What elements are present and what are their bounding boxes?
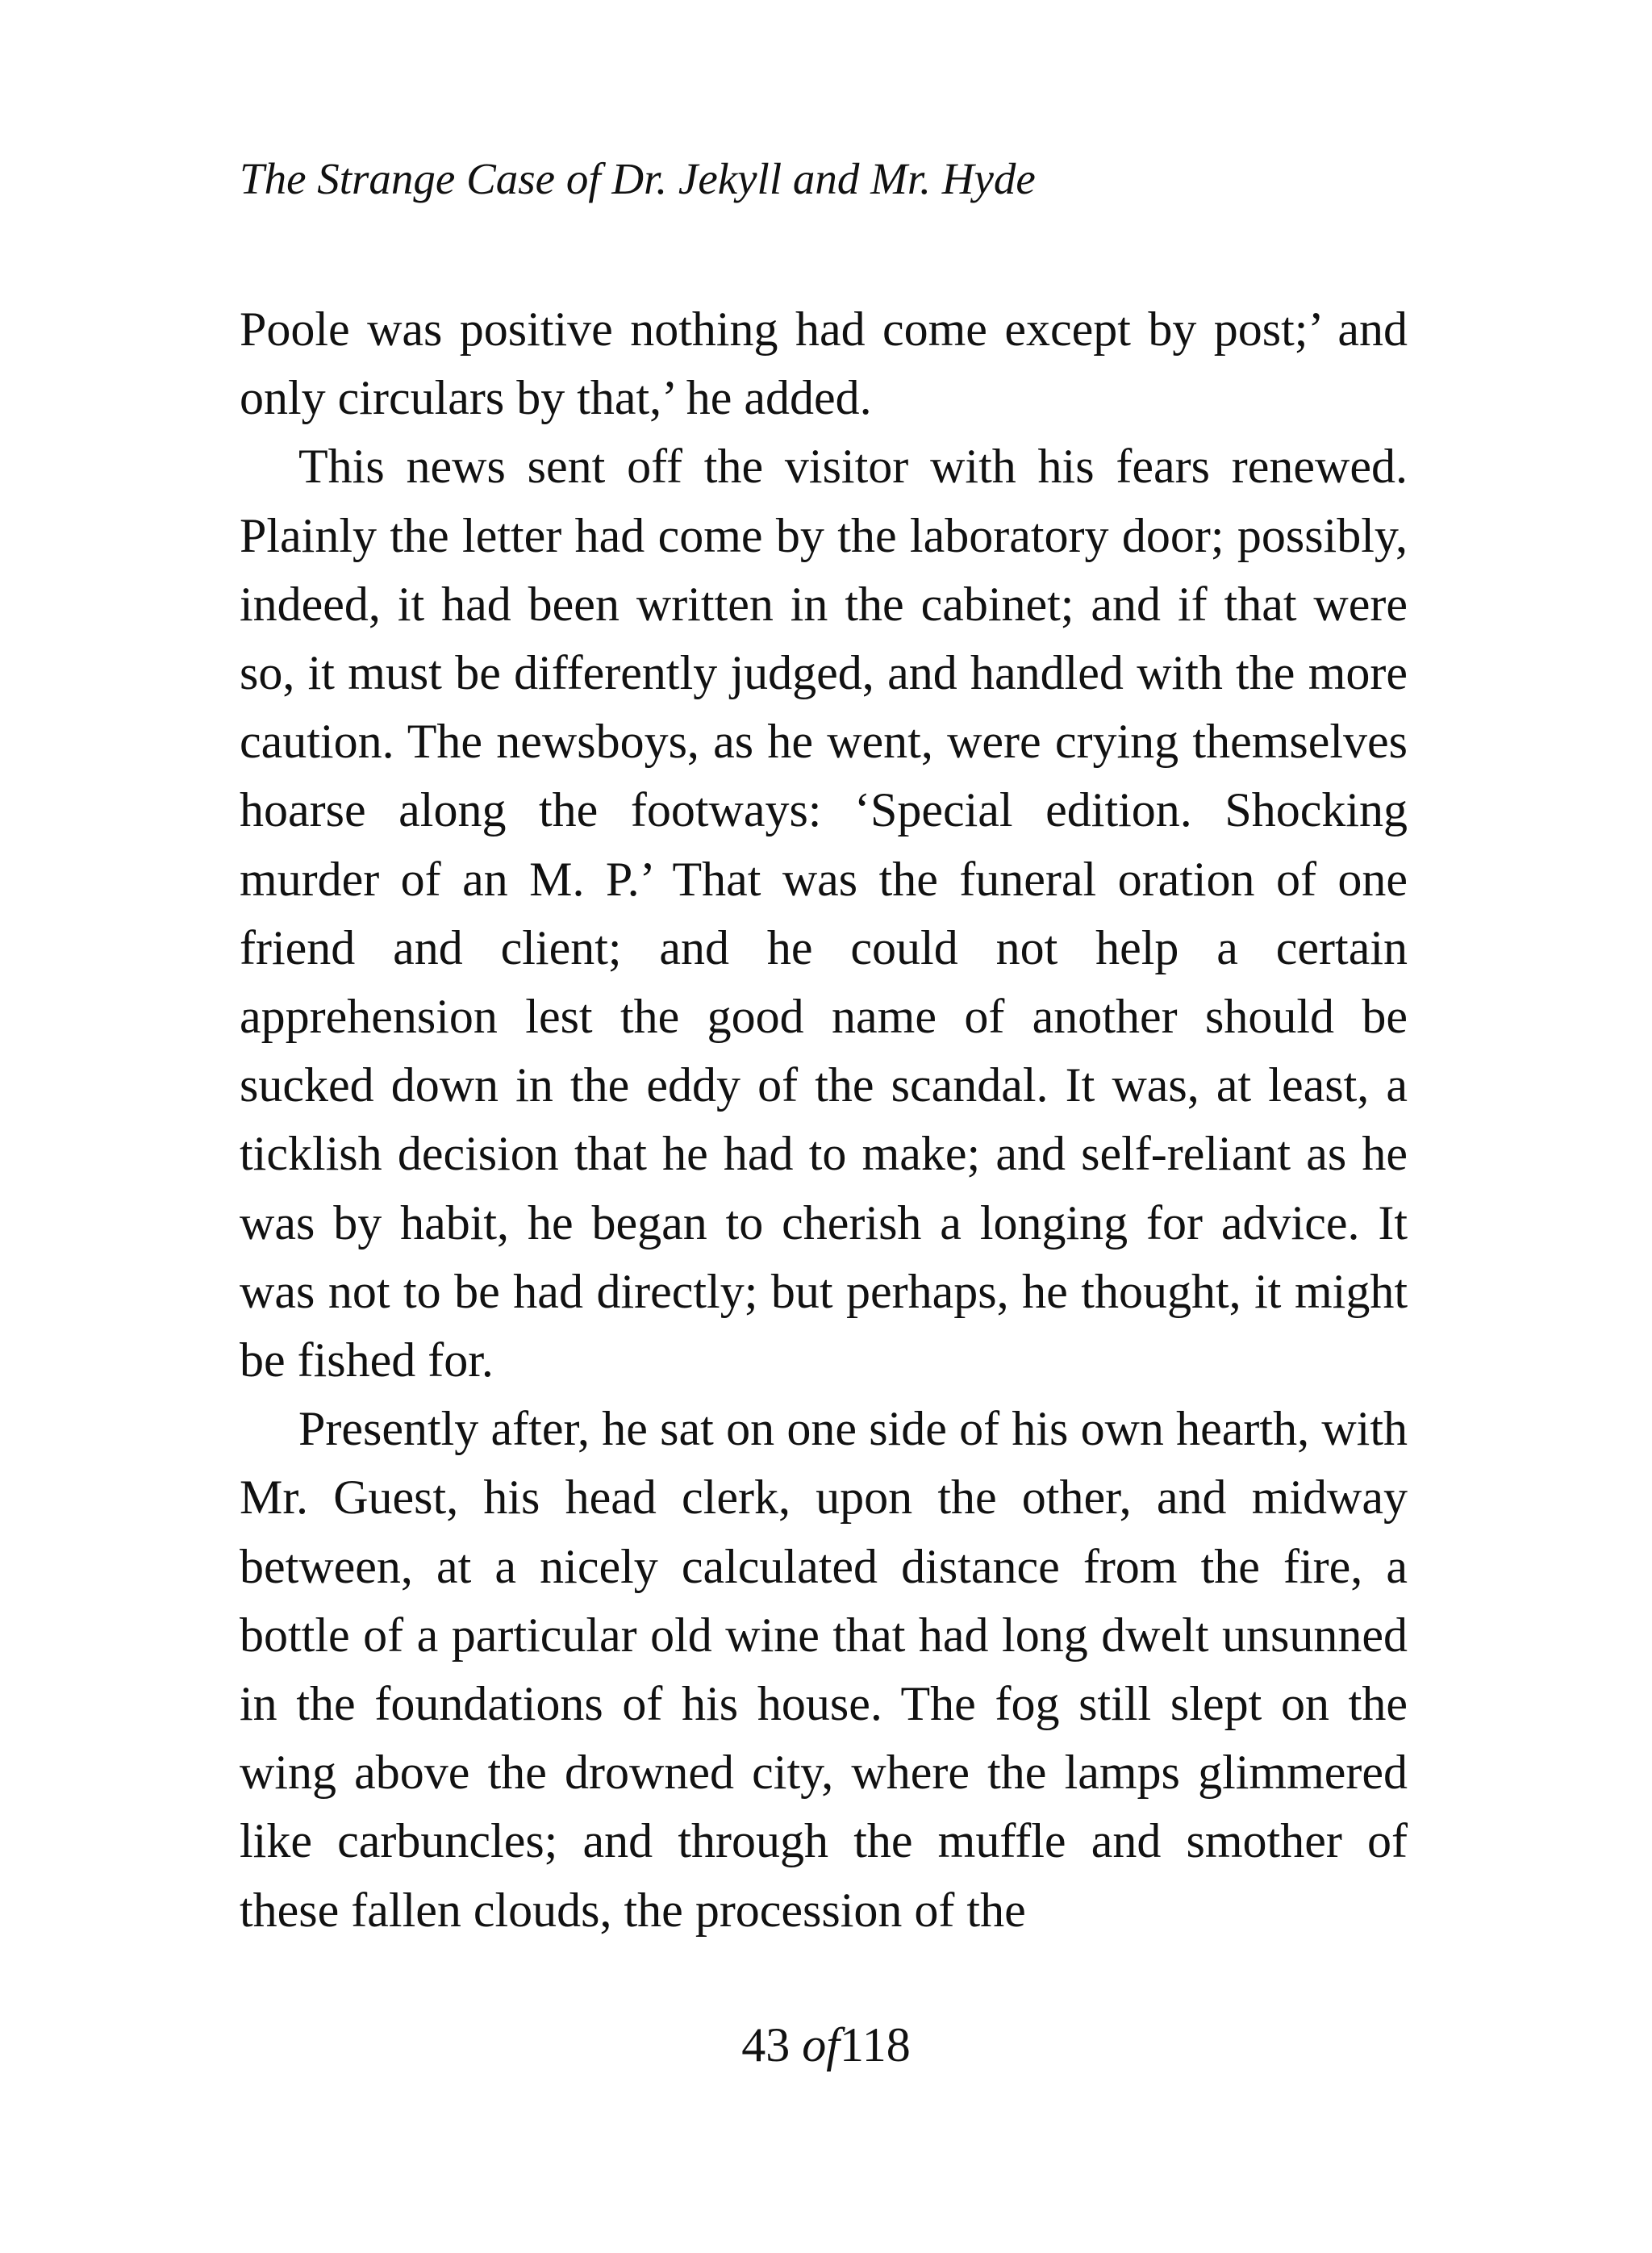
paragraph: This news sent off the visitor with his fears renewed. Plainly the letter had come by the laboratory door; possibly, indeed, it had been written in the cabinet; and if that were so, it must be differently judged, and handled with the more caution. The newsboys, as he went, were crying themselves hoarse along the footways: ‘Special edition. Shocking murder of an M. P.’ That was the funeral oration of one friend and client; and he could not help a certain apprehension lest the good name of another should be sucked down in the eddy of the scandal. It was, at least, a ticklish decision that he had to make; and self-reliant as he was by habit, he began to cherish a longing for advice. It was not to be had directly; but perhaps, he thought, it might be fished for. [240,440,1408,1387]
current-page-number: 43 [741,2018,791,2072]
paragraph: Presently after, he sat on one side of his own hearth, with Mr. Guest, his head clerk, upon the other, and midway between, at a nicely calculated distance from the fire, a bottle of a particular old wine that had long dwelt unsunned in the foundations of his house. The fog still slept on the wing above the drowned city, where the lamps glimmered like carbuncles; and through the muffle and smother of these fallen clouds, the procession of the [240,1402,1408,1937]
paragraph-continuation: Poole was positive nothing had come except by post;’ and only circulars by that,’ he added. [240,302,1408,425]
page-of-label: of [802,2018,840,2072]
running-header-title: The Strange Case of Dr. Jekyll and Mr. Hyde [240,154,1036,203]
body-text [240,295,1408,1945]
page-number-footer [0,2013,1652,2077]
total-page-count: 118 [839,2018,911,2072]
